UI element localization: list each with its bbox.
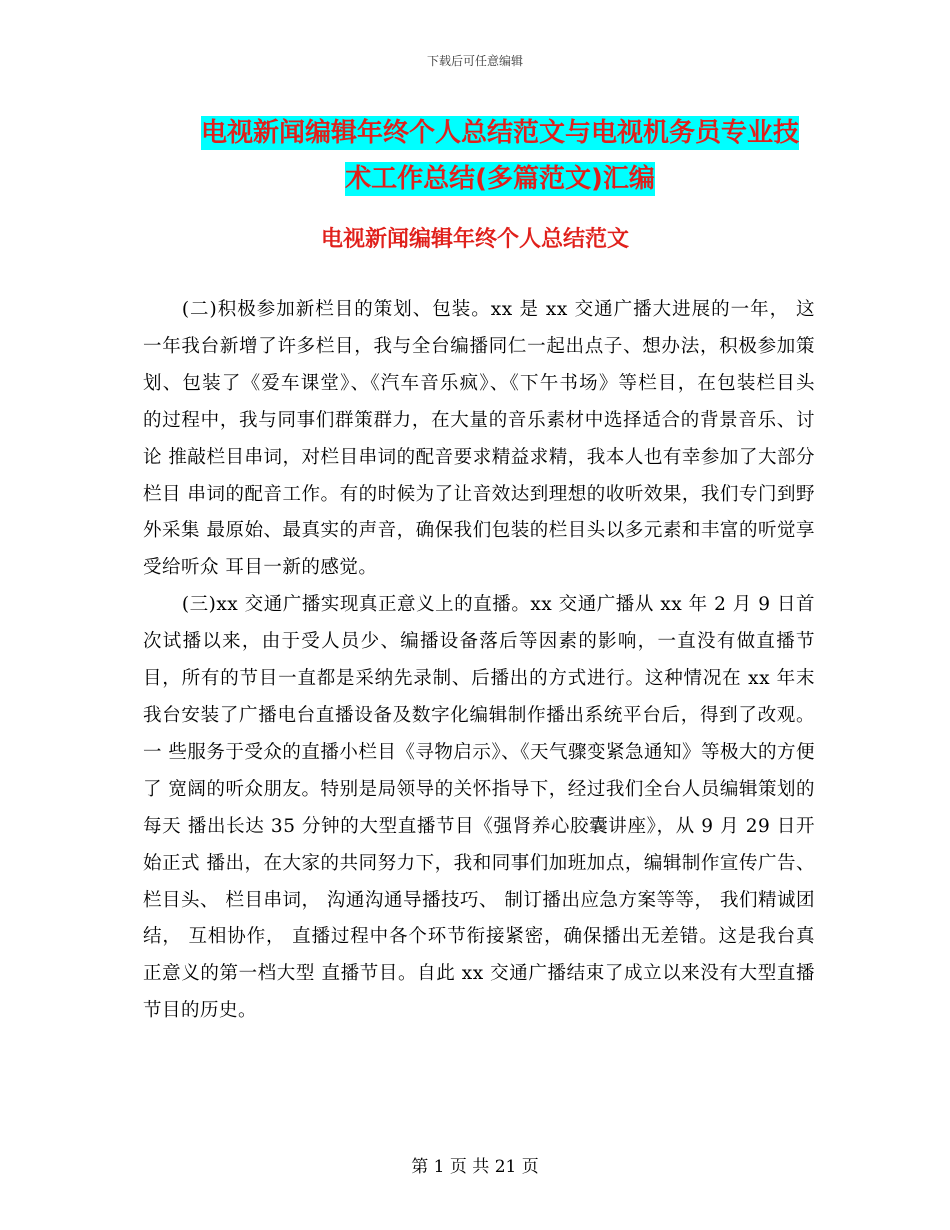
page-number-footer: 第 1 页 共 21 页	[411, 1157, 539, 1177]
paragraph: (三)xx 交通广播实现真正意义上的直播。xx 交通广播从 xx 年 2 月 9 日首次试播以来，由于受人员少、编播设备落后等因素的影响，一直没有做直播节 目，所有的节目一直都是采纳先录制、后播出的方式进行。这种情况在 xx 年末 我台安装了广播电台直播设备及数字化编辑制作播出系统平台后，得到了改观。一 些服务于受众的直播小栏目《寻物启示》、《天气骤变紧急通知》等极大的方便了 宽阔的听众朋友。特别是局领导的关怀指导下，经过我们全台人员编辑策划的每天 播出长达 35 分钟的大型直播节目《强肾养心胶囊讲座》，从 9 月 29 日开始正式 播出，在大家的共同努力下，我和同事们加班加点，编辑制作宣传广告、栏目头、 栏目串词， 沟通沟通导播技巧、 制订播出应急方案等等， 我们精诚团结， 互相协作， 直播过程中各个环节衔接紧密，确保播出无差错。这是我台真正意义的第一档大型 直播节目。自此 xx 交通广播结束了成立以来没有大型直播节目的历史。	[143, 594, 815, 1022]
document-title-line-1: 电视新闻编辑年终个人总结范文与电视机务员专业技	[200, 118, 799, 148]
document-title-line-2: 术工作总结(多篇范文)汇编	[345, 164, 655, 194]
paragraph: (二)积极参加新栏目的策划、包装。xx 是 xx 交通广播大进展的一年， 这一年我台新增了许多栏目，我与全台编播同仁一起出点子、想办法，积极参加策 划、包装了《爱车课堂》、《汽车音乐疯》、《下午书场》等栏目，在包装栏目头 的过程中，我与同事们群策群力，在大量的音乐素材中选择适合的背景音乐、讨论 推敲栏目串词，对栏目串词的配音要求精益求精，我本人也有幸参加了大部分栏目 串词的配音工作。有的时候为了让音效达到理想的收听效果，我们专门到野外采集 最原始、最真实的声音，确保我们包装的栏目头以多元素和丰富的听觉享受给听众 耳目一新的感觉。	[143, 299, 815, 579]
document-title	[140, 110, 860, 202]
document-body	[143, 292, 815, 1030]
section-title: 电视新闻编辑年终个人总结范文	[320, 227, 629, 252]
page-header-note: 下载后可任意编辑	[426, 54, 523, 68]
